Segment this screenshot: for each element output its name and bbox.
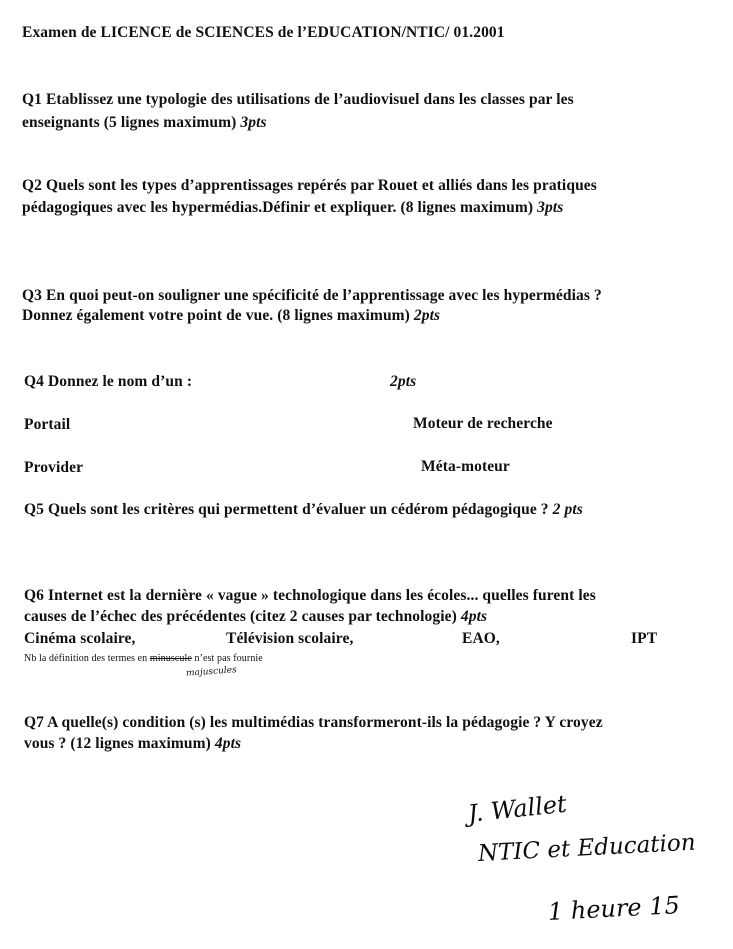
q7-line1: Q7 A quelle(s) condition (s) les multimédias transformeront-ils la pédagogie ? Y croyez bbox=[24, 714, 603, 731]
q4-line1: Q4 Donnez le nom d’un : bbox=[24, 373, 193, 390]
q5-points: 2 pts bbox=[552, 501, 583, 518]
q7-line2-text: vous ? (12 lignes maximum) bbox=[24, 735, 211, 752]
q7-line2 bbox=[24, 735, 241, 753]
q5-line1 bbox=[24, 501, 583, 519]
q4-points: 2pts bbox=[390, 373, 417, 390]
exam-title: Examen de LICENCE de SCIENCES de l’EDUCATION/NTIC/ 01.2001 bbox=[22, 24, 505, 41]
q4-item-portail: Portail bbox=[24, 416, 71, 433]
q6-tech-eao: EAO, bbox=[462, 630, 500, 647]
q4-item-provider: Provider bbox=[24, 459, 84, 476]
q1-line2-text: enseignants (5 lignes maximum) bbox=[22, 114, 237, 131]
q6-note-before: Nb la définition des termes en bbox=[24, 653, 148, 664]
q3-line2-text: Donnez également votre point de vue. (8 lignes maximum) bbox=[22, 307, 410, 324]
q6-tech-ipt: IPT bbox=[631, 630, 658, 647]
q6-line2 bbox=[24, 608, 487, 626]
q6-tech-cinema: Cinéma scolaire, bbox=[24, 630, 136, 647]
q6-note-after: n’est pas fournie bbox=[194, 653, 263, 664]
signature-duration: 1 heure 15 bbox=[547, 891, 681, 926]
q6-tech-television: Télévision scolaire, bbox=[226, 630, 354, 647]
q3-line1: Q3 En quoi peut-on souligner une spécificité de l’apprentissage avec les hypermédias ? bbox=[22, 287, 602, 304]
q4-item-moteur: Moteur de recherche bbox=[413, 415, 553, 432]
q1-line2 bbox=[22, 114, 267, 132]
q6-note-struck: minuscule bbox=[149, 653, 192, 664]
q6-note-correction: majuscules bbox=[185, 665, 238, 679]
q6-line1: Q6 Internet est la dernière « vague » technologique dans les écoles... quelles furent les bbox=[24, 587, 596, 604]
q1-points: 3pts bbox=[240, 114, 267, 131]
q2-line2-text: pédagogiques avec les hypermédias.Définir et expliquer. (8 lignes maximum) bbox=[22, 199, 534, 216]
q2-line2 bbox=[22, 199, 563, 217]
q3-points: 2pts bbox=[413, 307, 441, 324]
q6-points: 4pts bbox=[460, 608, 488, 625]
q3-line2 bbox=[22, 307, 440, 325]
q6-note bbox=[24, 653, 263, 664]
q4-item-metamoteur: Méta-moteur bbox=[421, 458, 510, 475]
q6-line2-text: causes de l’échec des précédentes (citez 2 causes par technologie) bbox=[24, 608, 457, 625]
signature-name: J. Wallet bbox=[466, 789, 569, 828]
q2-line1: Q2 Quels sont les types d’apprentissages repérés par Rouet et alliés dans les pratiques bbox=[22, 177, 597, 194]
signature-course: NTIC et Education bbox=[477, 829, 697, 867]
q1-line1: Q1 Etablissez une typologie des utilisations de l’audiovisuel dans les classes par les bbox=[22, 91, 574, 108]
q7-points: 4pts bbox=[214, 735, 242, 752]
q2-points: 3pts bbox=[537, 199, 564, 216]
q5-text: Q5 Quels sont les critères qui permettent d’évaluer un cédérom pédagogique ? bbox=[24, 501, 549, 518]
